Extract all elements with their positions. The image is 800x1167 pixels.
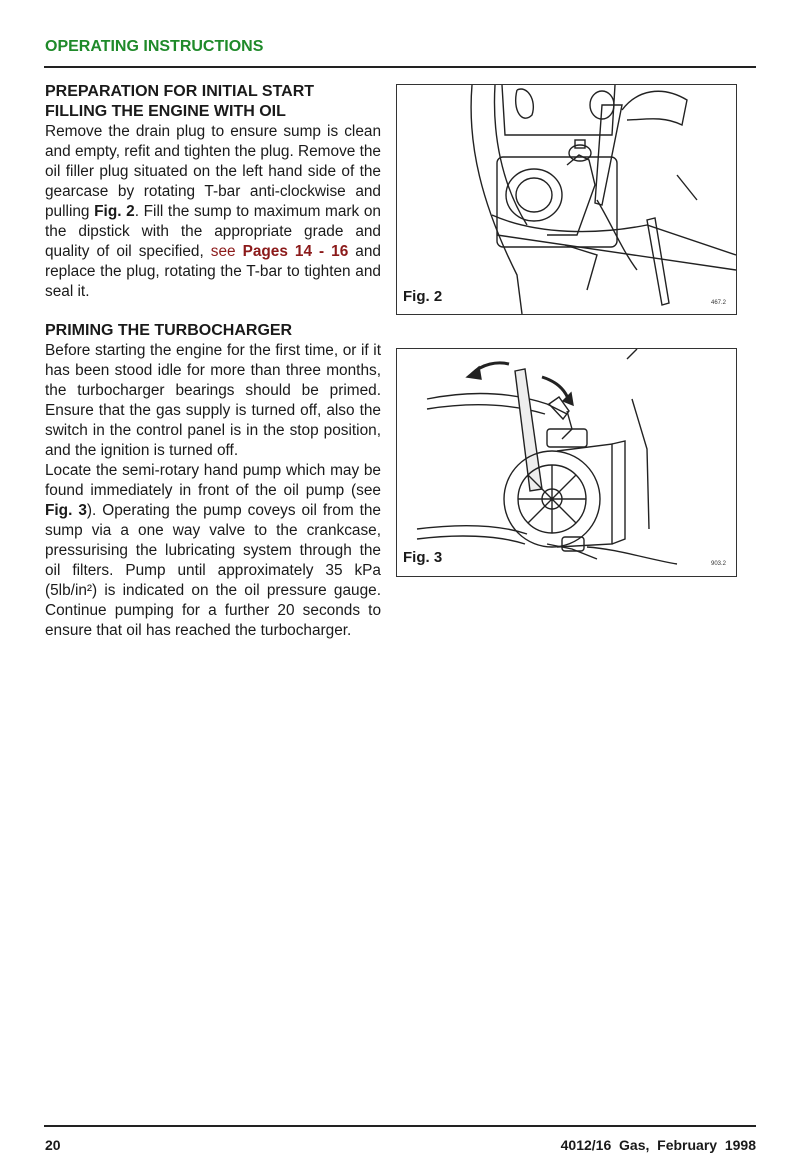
section-filling-oil: [45, 82, 381, 302]
body-text: ). Operating the pump coveys oil from the sump via a one way valve to the crankcase, pressurising the lubricating system through the oil filters. Pump until approximately 35 kPa (5lb/in²) is indicated on the oil pressure gauge. Continue pumping for a further 20 seconds to ensure that oil has reached the turbocharger.: [45, 502, 381, 639]
figure-reference: Fig. 3: [45, 502, 87, 519]
figure-3-code: 903.2: [710, 561, 726, 567]
section-heading-priming: PRIMING THE TURBOCHARGER: [45, 322, 293, 339]
body-text: Locate the semi-rotary hand pump which may be found immediately in front of the oil pump (see: [45, 462, 381, 499]
figure-2: [396, 84, 737, 315]
body-text: . Fill the sump to maximum mark on the dipstick with the appropriate grade and quality of oil specified,: [45, 203, 381, 260]
section-heading-preparation: PREPARATION FOR INITIAL START: [45, 83, 315, 100]
page-number: 20: [45, 1137, 61, 1153]
pages-link[interactable]: Pages 14 - 16: [242, 243, 349, 260]
section-subheading-filling-oil: FILLING THE ENGINE WITH OIL: [45, 103, 286, 120]
figure-3-illustration: [397, 349, 736, 576]
header-rule: [44, 66, 756, 68]
footer-rule: [44, 1125, 756, 1127]
figure-3-label: Fig. 3: [403, 549, 443, 566]
body-text: Remove the drain plug to ensure sump is clean and empty, refit and tighten the plug. Remove the oil filler plug situated on the left hand side of the gearcase by rotating T-bar anti-clockwise and pulling: [45, 123, 381, 220]
document-info: 4012/16 Gas, February 1998: [560, 1137, 756, 1153]
figure-2-label: Fig. 2: [403, 288, 443, 305]
figure-2-code: 467.2: [710, 300, 726, 306]
section-body-priming-para1: Before starting the engine for the first time, or if it has been stood idle for more than three months, the turbocharger bearings should be primed. Ensure that the gas supply is turned off, also the switch in the control panel is in the stop position, and the ignition is turned off.: [45, 342, 381, 459]
body-text: and replace the plug, rotating the T-bar to tighten and seal it.: [45, 243, 381, 300]
section-body-priming-para2: [45, 461, 381, 641]
page-header-title: OPERATING INSTRUCTIONS: [45, 38, 264, 55]
see-reference: see: [210, 243, 243, 260]
section-priming-turbo: [45, 321, 381, 641]
figure-reference: Fig. 2: [94, 203, 135, 220]
section-body-filling-oil: [45, 122, 381, 302]
figure-3: [396, 348, 737, 577]
figure-2-illustration: [397, 85, 736, 314]
